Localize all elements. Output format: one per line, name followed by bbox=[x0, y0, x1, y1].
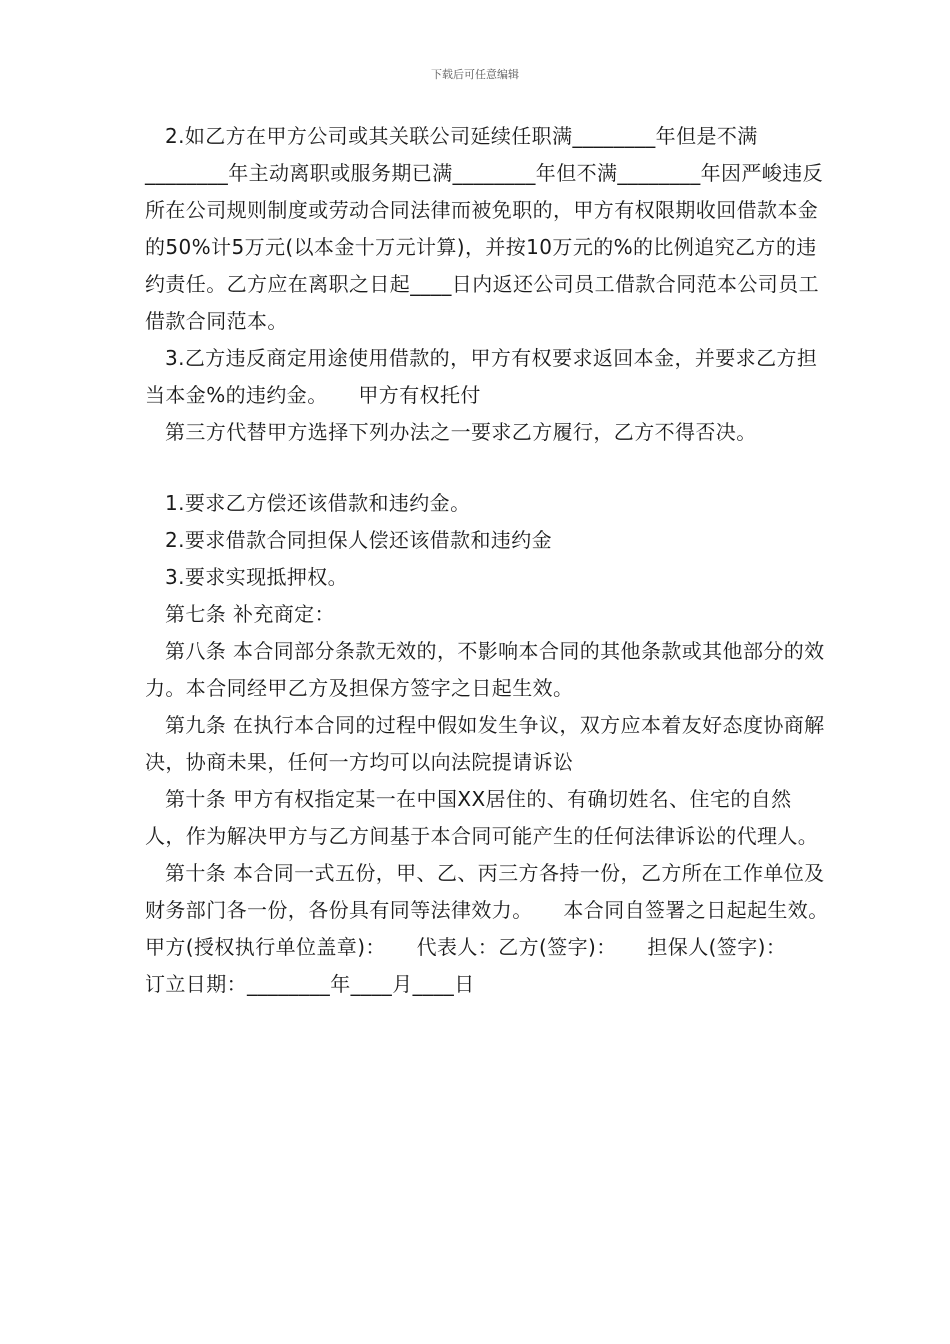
clause-item-2: 2.如乙方在甲方公司或其关联公司延续任职满________年但是不满________年主动离职或服务期已满________年但不满________年因严峻违反所在公司规则制度或劳动合同法律而被免职的，甲方有权限期收回借款本金的50%计5万元(以本金十万元计算)，并按10万元的%的比例追究乙方的违约责任。乙方应在离职之日起____日内返还公司员工借款合同范本公司员工借款合同范本。 bbox=[145, 124, 823, 333]
document-body bbox=[145, 118, 860, 1003]
remedy-option-2: 2.要求借款合同担保人偿还该借款和违约金 bbox=[165, 528, 553, 552]
remedy-option-3: 3.要求实现抵押权。 bbox=[165, 565, 349, 589]
article-10-copies-signatures: 第十条 本合同一式五份，甲、乙、丙三方各持一份，乙方所在工作单位及财务部门各一份，各份具有同等法律效力。 本合同自签署之日起起生效。 甲方(授权执行单位盖章)： 代表人：乙方(签字)： 担保人(签字)： 订立日期：________年____月____日 bbox=[145, 861, 860, 996]
article-7: 第七条 补充商定： bbox=[165, 602, 335, 626]
remedy-intro: 第三方代替甲方选择下列办法之一要求乙方履行，乙方不得否决。 bbox=[165, 420, 757, 444]
spacer bbox=[145, 451, 825, 485]
remedy-option-1: 1.要求乙方偿还该借款和违约金。 bbox=[165, 491, 471, 515]
clause-item-3: 3.乙方违反商定用途使用借款的，甲方有权要求返回本金，并要求乙方担当本金%的违约金。 甲方有权托付 bbox=[145, 346, 818, 407]
article-8: 第八条 本合同部分条款无效的，不影响本合同的其他条款或其他部分的效力。本合同经甲乙方及担保方签字之日起生效。 bbox=[145, 639, 825, 700]
page-header: 下载后可任意编辑 bbox=[431, 68, 519, 81]
article-10-agent: 第十条 甲方有权指定某一在中国XX居住的、有确切姓名、住宅的自然人，作为解决甲方与乙方间基于本合同可能产生的任何法律诉讼的代理人。 bbox=[145, 787, 819, 848]
article-9: 第九条 在执行本合同的过程中假如发生争议，双方应本着友好态度协商解决，协商未果，任何一方均可以向法院提请诉讼 bbox=[145, 713, 825, 774]
